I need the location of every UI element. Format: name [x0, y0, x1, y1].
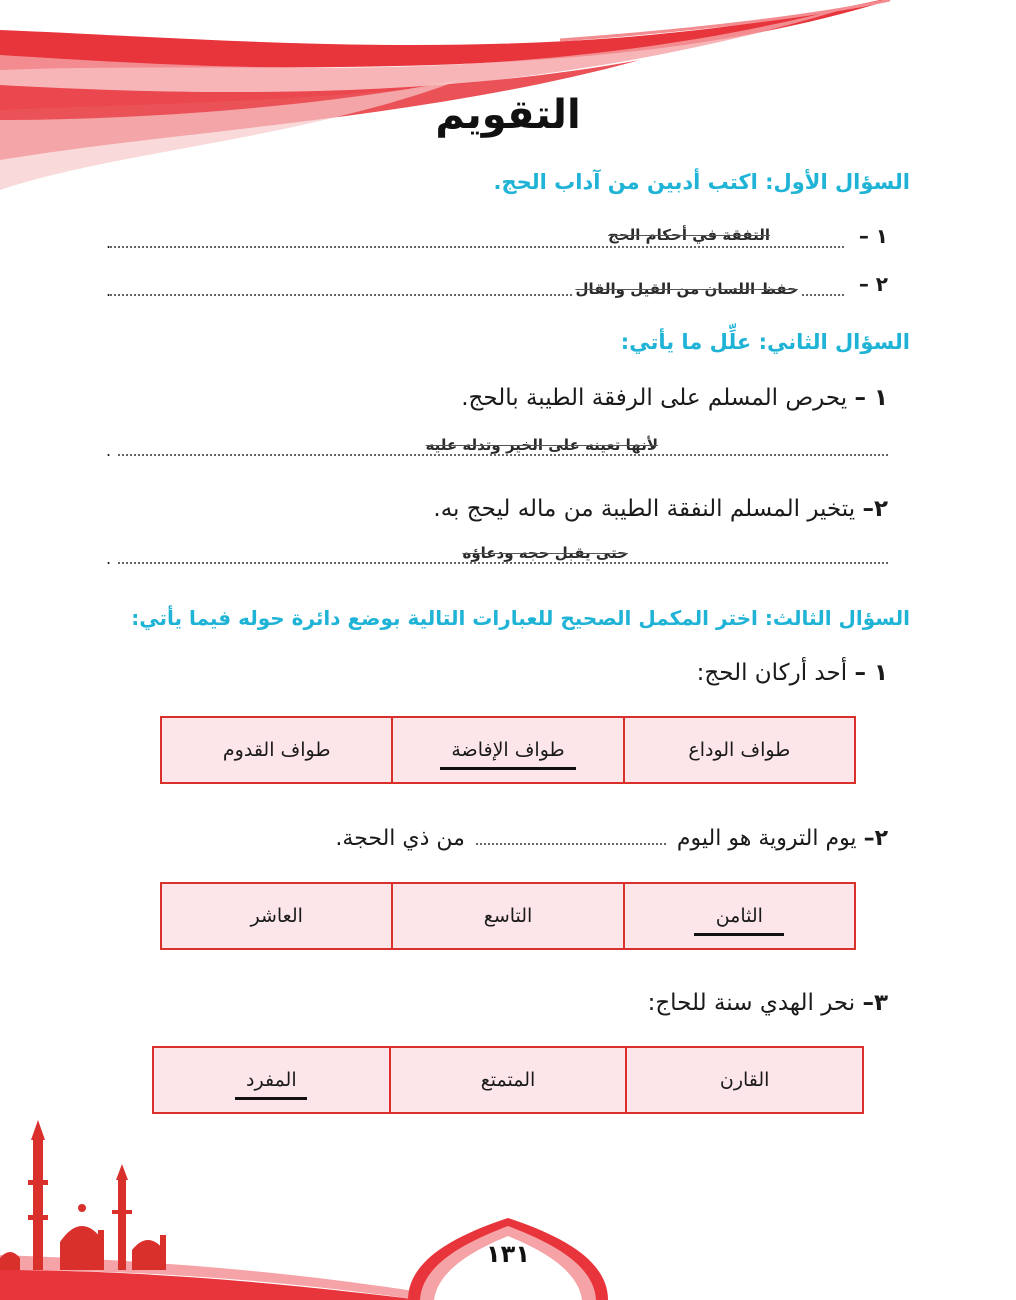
- q3-item-1: [697, 660, 888, 686]
- q1-answer-line-2: ٢ – حفظ اللسان من القيل والقال .: [106, 272, 888, 300]
- q3-item-3-text: نحر الهدي سنة للحاج:: [647, 990, 856, 1016]
- q1-item-1-number: ١ –: [858, 224, 888, 248]
- q3-item-3-number: ٣–: [862, 990, 888, 1016]
- q3-item-1-option-3[interactable]: طواف القدوم: [222, 739, 331, 761]
- q1-item-2-number: ٢ –: [858, 272, 888, 296]
- q2-item-2-answer: حتى يقبل حجه ودعاؤه: [462, 544, 628, 562]
- q1-item-2-answer: حفظ اللسان من القيل والقال: [575, 280, 798, 298]
- selected-underline: [440, 767, 576, 770]
- q2-answer-line-2: حتى يقبل حجه ودعاؤه .: [110, 544, 888, 570]
- q2-item-2-text: يتخير المسلم النفقة الطيبة من ماله ليحج به.: [433, 496, 856, 522]
- q2-item-1-text: يحرص المسلم على الرفقة الطيبة بالحج.: [461, 385, 848, 411]
- q3-item-3: [648, 990, 888, 1016]
- q3-item-3-option-1[interactable]: القارن: [625, 1048, 862, 1112]
- mosque-silhouette-icon: [0, 1120, 420, 1300]
- page-title: التقويم: [435, 92, 581, 138]
- q3-item-3-option-2[interactable]: المتمتع: [389, 1048, 626, 1112]
- q3-heading: السؤال الثالث: اختر المكمل الصحيح للعبارات التالية بوضع دائرة حوله فيما يأتي:: [131, 606, 910, 630]
- q3-item-1-text: أحد أركان الحج:: [696, 660, 848, 686]
- q3-item-2-option-3[interactable]: العاشر: [250, 905, 303, 927]
- q3-item-2-options: [160, 882, 856, 950]
- q2-item-2: [433, 496, 888, 522]
- q3-item-2-option-2[interactable]: التاسع: [391, 884, 622, 948]
- q3-item-2: [335, 826, 888, 851]
- q3-item-2-option-1[interactable]: الثامن: [623, 884, 854, 948]
- q2-heading: السؤال الثاني: علِّل ما يأتي:: [620, 330, 910, 354]
- q3-item-2-number: ٢–: [863, 826, 888, 851]
- q3-item-2-text-before: يوم التروية هو اليوم: [676, 826, 857, 851]
- q3-item-2-blank: [476, 843, 666, 845]
- q1-heading: السؤال الأول: اكتب أدبين من آداب الحج.: [493, 170, 910, 194]
- q3-item-1-options: [160, 716, 856, 784]
- q2-item-2-number: ٢–: [862, 496, 888, 522]
- selected-underline: [694, 933, 784, 936]
- q1-item-1-answer: التفقة في أحكام الحج: [608, 226, 770, 244]
- q3-item-3-options: [152, 1046, 864, 1114]
- q2-item-1-number: ١ –: [854, 385, 888, 411]
- q3-item-1-option-2[interactable]: طواف الإفاضة: [391, 718, 622, 782]
- q3-item-1-option-1[interactable]: طواف الوداع: [623, 718, 854, 782]
- page-number: ١٣١: [486, 1240, 530, 1268]
- q3-item-1-number: ١ –: [854, 660, 888, 686]
- q1-answer-line-1: ١ – التفقة في أحكام الحج .: [106, 224, 888, 252]
- q2-item-1: [461, 385, 888, 411]
- selected-underline: [235, 1097, 307, 1100]
- q2-answer-line-1: لأنها تعينه على الخير وتدله عليه .: [110, 436, 888, 462]
- q3-item-2-text-after: من ذي الحجة.: [335, 826, 465, 851]
- q3-item-3-option-3[interactable]: المفرد: [154, 1048, 389, 1112]
- q2-item-1-answer: لأنها تعينه على الخير وتدله عليه: [425, 436, 658, 454]
